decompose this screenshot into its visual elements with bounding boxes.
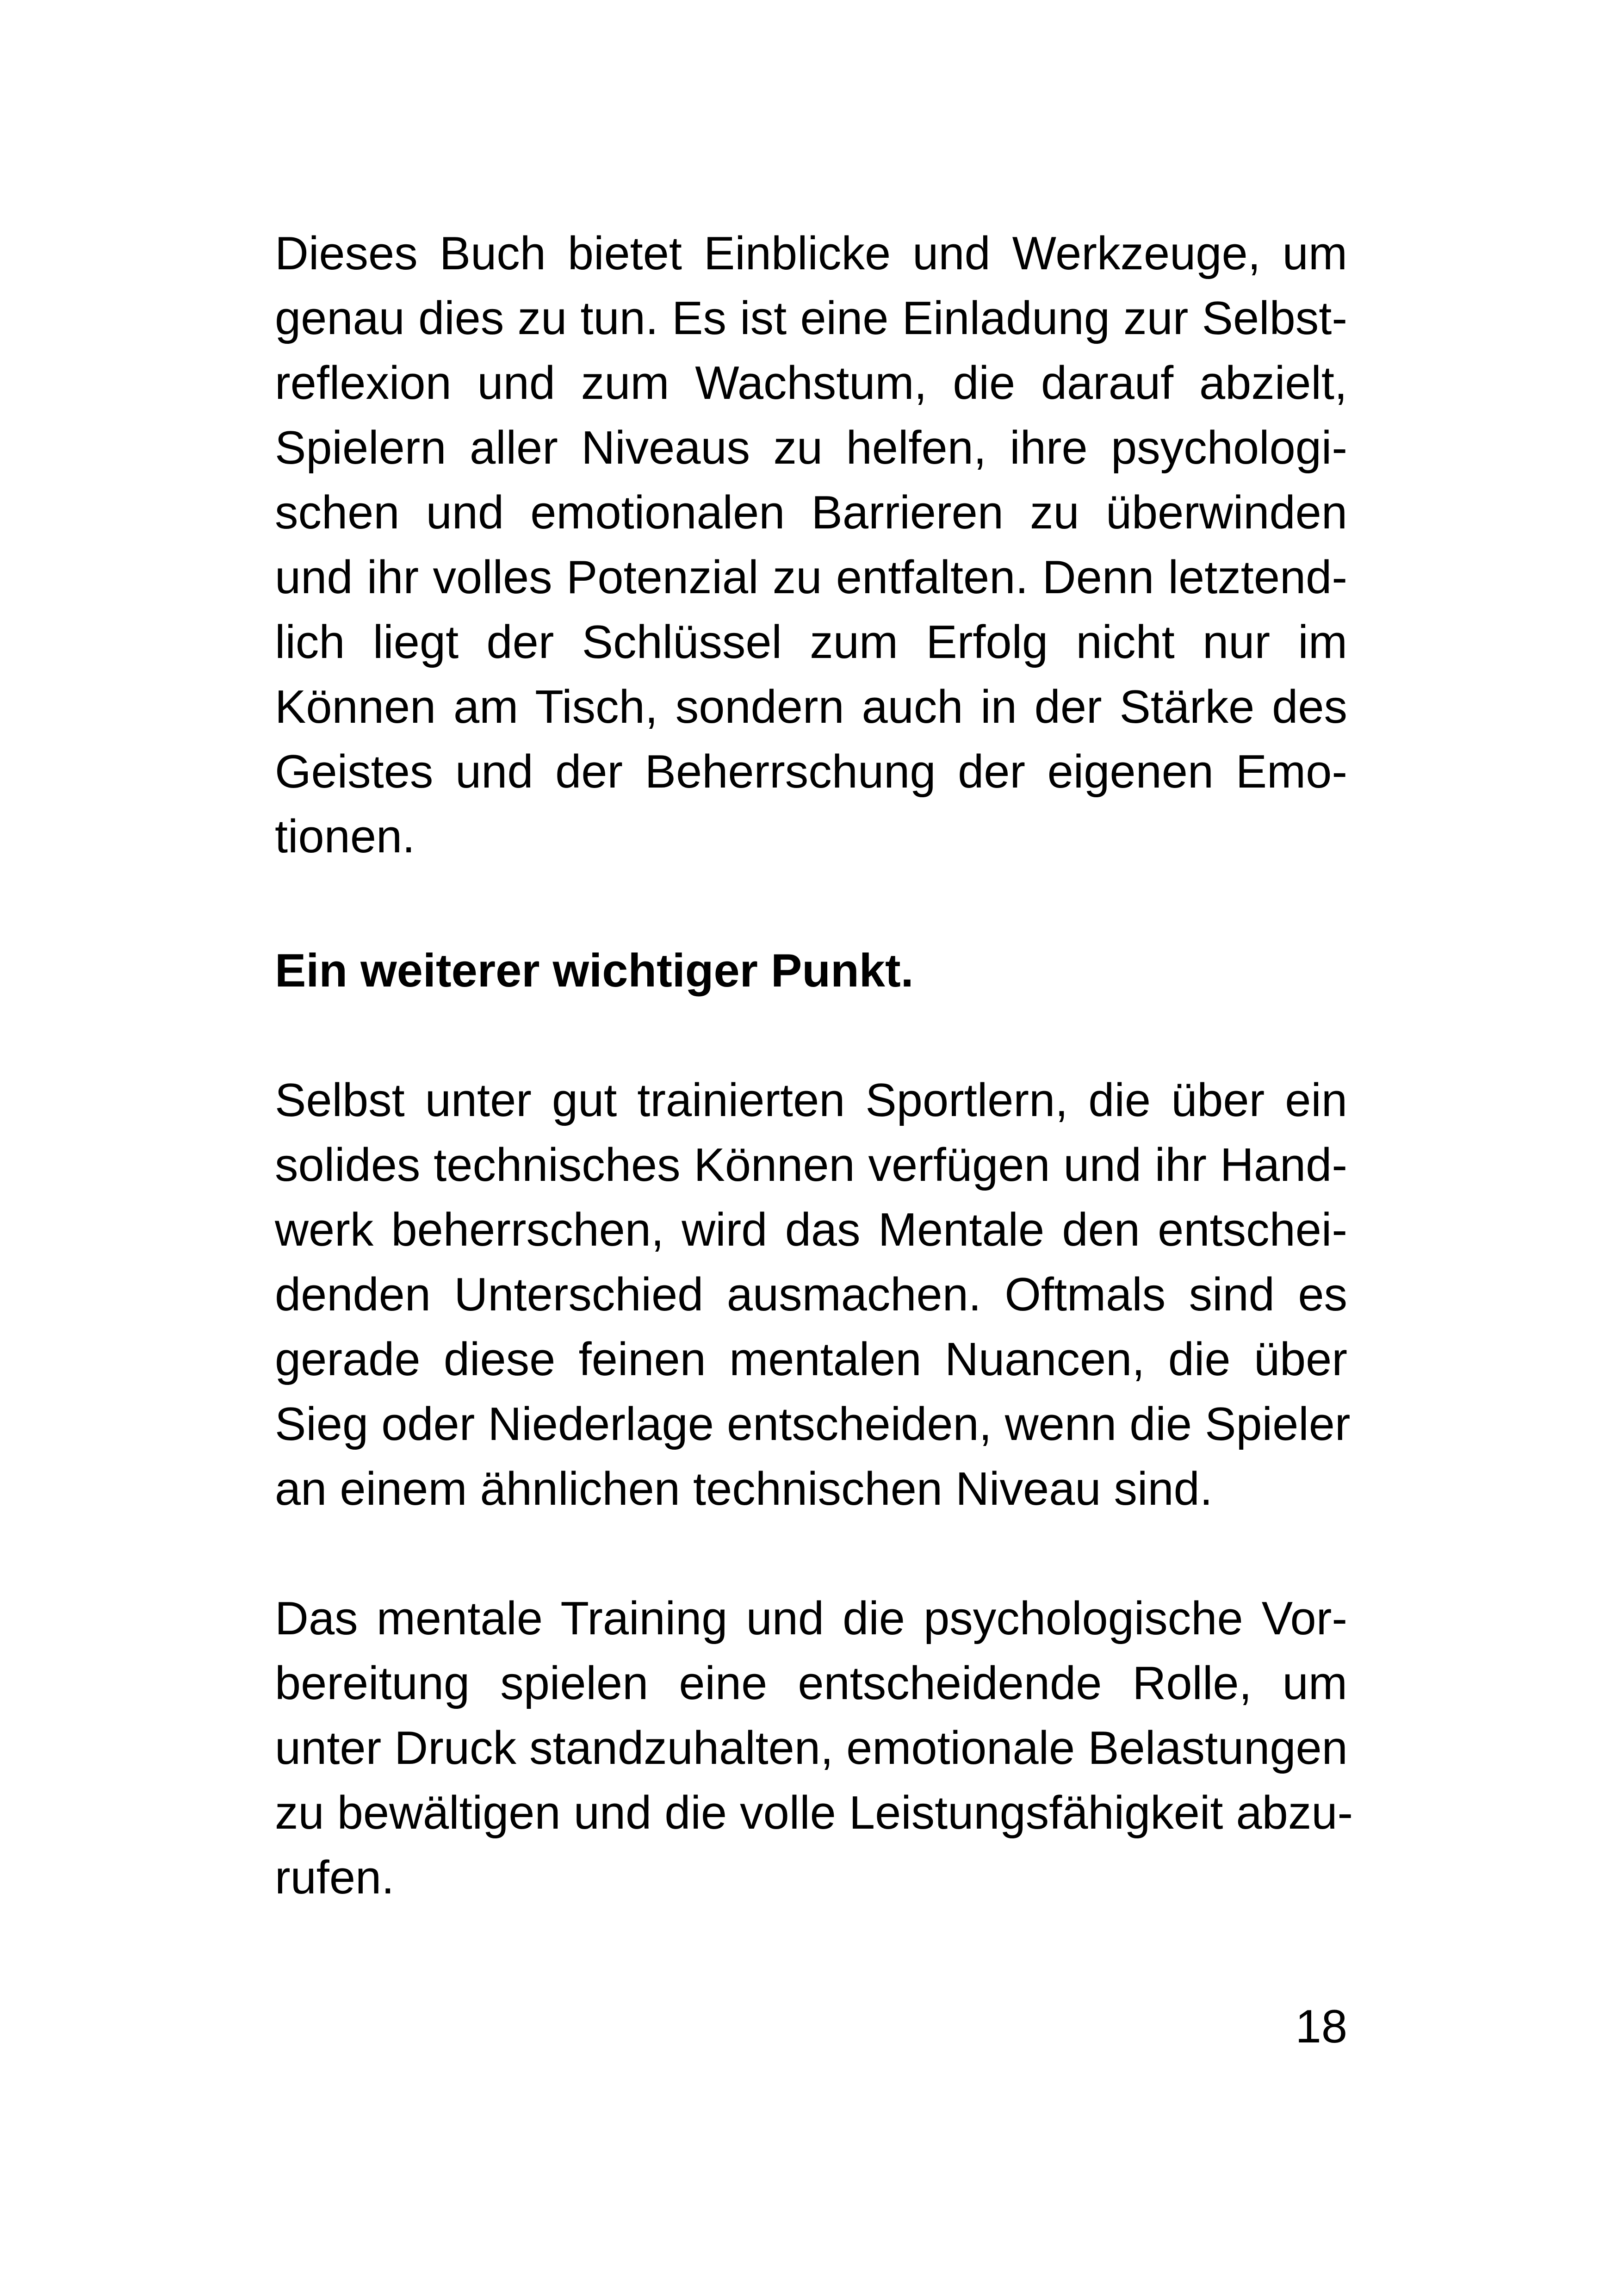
text-line: denden Unterschied ausmachen. Oftmals sind es [275, 1269, 1347, 1321]
text-line: Sieg oder Niederlage entscheiden, wenn die Spieler [275, 1398, 1351, 1450]
page-number: 18 [1295, 2001, 1347, 2053]
text-line: unter Druck standzuhalten, emotionale Belastungen [275, 1722, 1348, 1774]
text-line: Geistes und der Beherrschung der eigenen Emo- [275, 746, 1347, 798]
text-line: solides technisches Können verfügen und ihr Hand- [275, 1139, 1347, 1191]
text-line: genau dies zu tun. Es ist eine Einladung zur Selbst- [275, 292, 1347, 344]
text-line: bereitung spielen eine entscheidende Rolle, um [275, 1657, 1347, 1709]
text-line: Spielern aller Niveaus zu helfen, ihre psychologi- [275, 422, 1347, 474]
text-line: reflexion und zum Wachstum, die darauf abzielt, [275, 357, 1347, 409]
text-line: gerade diese feinen mentalen Nuancen, die über [275, 1334, 1347, 1385]
text-line: zu bewältigen und die volle Leistungsfähigkeit abzu- [275, 1787, 1353, 1839]
text-line: schen und emotionalen Barrieren zu überwinden [275, 487, 1347, 539]
section-heading: Ein weiterer wichtiger Punkt. [275, 945, 914, 997]
text-line: an einem ähnlichen technischen Niveau sind. [275, 1463, 1213, 1515]
text-line: und ihr volles Potenzial zu entfalten. Denn letztend- [275, 552, 1347, 603]
text-line: rufen. [275, 1852, 395, 1904]
text-line: Selbst unter gut trainierten Sportlern, die über ein [275, 1074, 1347, 1126]
text-line: tionen. [275, 811, 415, 863]
text-line: Können am Tisch, sondern auch in der Stärke des [275, 681, 1347, 733]
text-line: Dieses Buch bietet Einblicke und Werkzeuge, um [275, 228, 1347, 279]
text-line: Das mentale Training und die psychologische Vor- [275, 1593, 1347, 1644]
text-line: lich liegt der Schlüssel zum Erfolg nicht nur im [275, 616, 1347, 668]
text-line: werk beherrschen, wird das Mentale den entschei- [275, 1204, 1347, 1256]
